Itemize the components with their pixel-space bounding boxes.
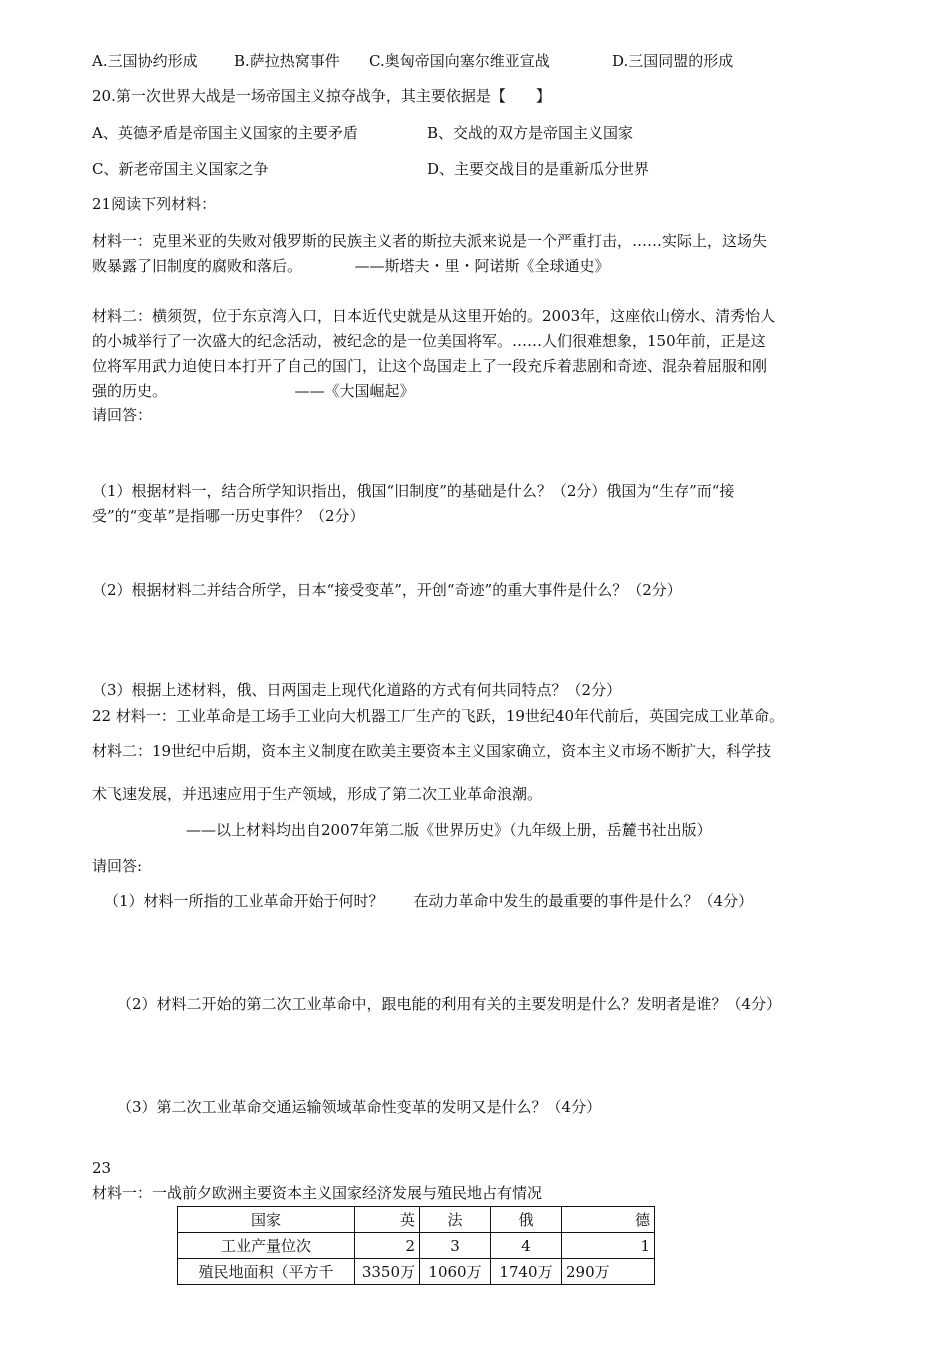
table-header-cell: 国家: [178, 1207, 355, 1233]
table-cell: 3: [420, 1233, 491, 1259]
q21-question2: （2）根据材料二并结合所学，日本“接受变革”，开创“奇迹”的重大事件是什么？（2分）: [92, 581, 682, 599]
q21-material2-line2: 的小城举行了一次盛大的纪念活动，被纪念的是一位美国将军。……人们很难想象，150年前，正是这: [92, 332, 766, 350]
table-header-cell: 俄: [491, 1207, 562, 1233]
table-header-cell: 法: [420, 1207, 491, 1233]
q22-question2: （2）材料二开始的第二次工业革命中，跟电能的利用有关的主要发明是什么？发明者是谁？（4分）: [117, 995, 782, 1013]
table-header-row: [178, 1207, 655, 1233]
q21-material1-line2: 败暴露了旧制度的腐败和落后。 ——斯塔夫・里・阿诺斯《全球通史》: [92, 257, 610, 275]
q19-option-c: C.奥匈帝国向塞尔维亚宣战: [369, 52, 550, 70]
q19-option-b: B.萨拉热窝事件: [234, 52, 340, 70]
q21-material1-line1: 材料一：克里米亚的失败对俄罗斯的民族主义者的斯拉夫派来说是一个严重打击，……实际上，这场失: [92, 232, 768, 250]
colony-table: [177, 1206, 655, 1285]
table-row: [178, 1233, 655, 1259]
q23-number: 23: [92, 1159, 112, 1177]
table-cell: 1060万: [420, 1259, 491, 1285]
table-cell: 殖民地面积（平方千: [178, 1259, 355, 1285]
q20-option-d: D、主要交战目的是重新瓜分世界: [427, 160, 650, 178]
q19-option-a: A.三国协约形成: [92, 52, 198, 70]
q22-question1: （1）材料一所指的工业革命开始于何时？ 在动力革命中发生的最重要的事件是什么？（4分）: [104, 892, 754, 910]
q21-intro: 21阅读下列材料：: [92, 195, 217, 213]
q20-option-a: A、英德矛盾是帝国主义国家的主要矛盾: [92, 124, 358, 142]
q22-ask: 请回答:: [92, 857, 143, 875]
q20-stem: 20.第一次世界大战是一场帝国主义掠夺战争，其主要依据是【 】: [92, 87, 551, 105]
table-cell: 1740万: [491, 1259, 562, 1285]
table-row: [178, 1259, 655, 1285]
q21-question1-line2: 受”的“变革”是指哪一历史事件？（2分）: [92, 507, 365, 525]
q22-question3: （3）第二次工业革命交通运输领域革命性变革的发明又是什么？（4分）: [117, 1098, 602, 1116]
q21-ask: 请回答：: [92, 406, 153, 424]
table-header-cell: 英: [355, 1207, 420, 1233]
q19-option-d: D.三国同盟的形成: [612, 52, 734, 70]
table-cell: 1: [562, 1233, 655, 1259]
q22-material2-line1: 材料二：19世纪中后期，资本主义制度在欧美主要资本主义国家确立，资本主义市场不断扩大，科学技: [92, 742, 772, 760]
q23-material1: 材料一：一战前夕欧洲主要资本主义国家经济发展与殖民地占有情况: [92, 1184, 543, 1202]
q20-option-b: B、交战的双方是帝国主义国家: [427, 124, 634, 142]
q21-question3: （3）根据上述材料，俄、日两国走上现代化道路的方式有何共同特点？（2分）: [92, 681, 622, 699]
q22-material2-line2: 术飞速发展，并迅速应用于生产领域，形成了第二次工业革命浪潮。: [92, 785, 543, 803]
table-cell: 4: [491, 1233, 562, 1259]
table-cell: 290万: [562, 1259, 655, 1285]
q22-material1: 22 材料一：工业革命是工场手工业向大机器工厂生产的飞跃，19世纪40年代前后，英国完成工业革命。: [92, 707, 785, 725]
q21-question1-line1: （1）根据材料一，结合所学知识指出，俄国“旧制度”的基础是什么？（2分）俄国为“生存”而“接: [92, 482, 735, 500]
table-cell: 2: [355, 1233, 420, 1259]
table-cell: 3350万: [355, 1259, 420, 1285]
table-cell: 工业产量位次: [178, 1233, 355, 1259]
q20-option-c: C、新老帝国主义国家之争: [92, 160, 269, 178]
q21-material2-line3: 位将军用武力迫使日本打开了自己的国门，让这个岛国走上了一段充斥着悲剧和奇迹、混杂着屈服和刚: [92, 357, 768, 375]
q21-material2-line4: 强的历史。 ——《大国崛起》: [92, 382, 415, 400]
q21-material2-line1: 材料二：横须贺，位于东京湾入口，日本近代史就是从这里开始的。2003年，这座依山傍水、清秀怡人: [92, 307, 776, 325]
table-header-cell: 德: [562, 1207, 655, 1233]
q22-source: ——以上材料均出自2007年第二版《世界历史》（九年级上册，岳麓书社出版）: [186, 821, 712, 839]
